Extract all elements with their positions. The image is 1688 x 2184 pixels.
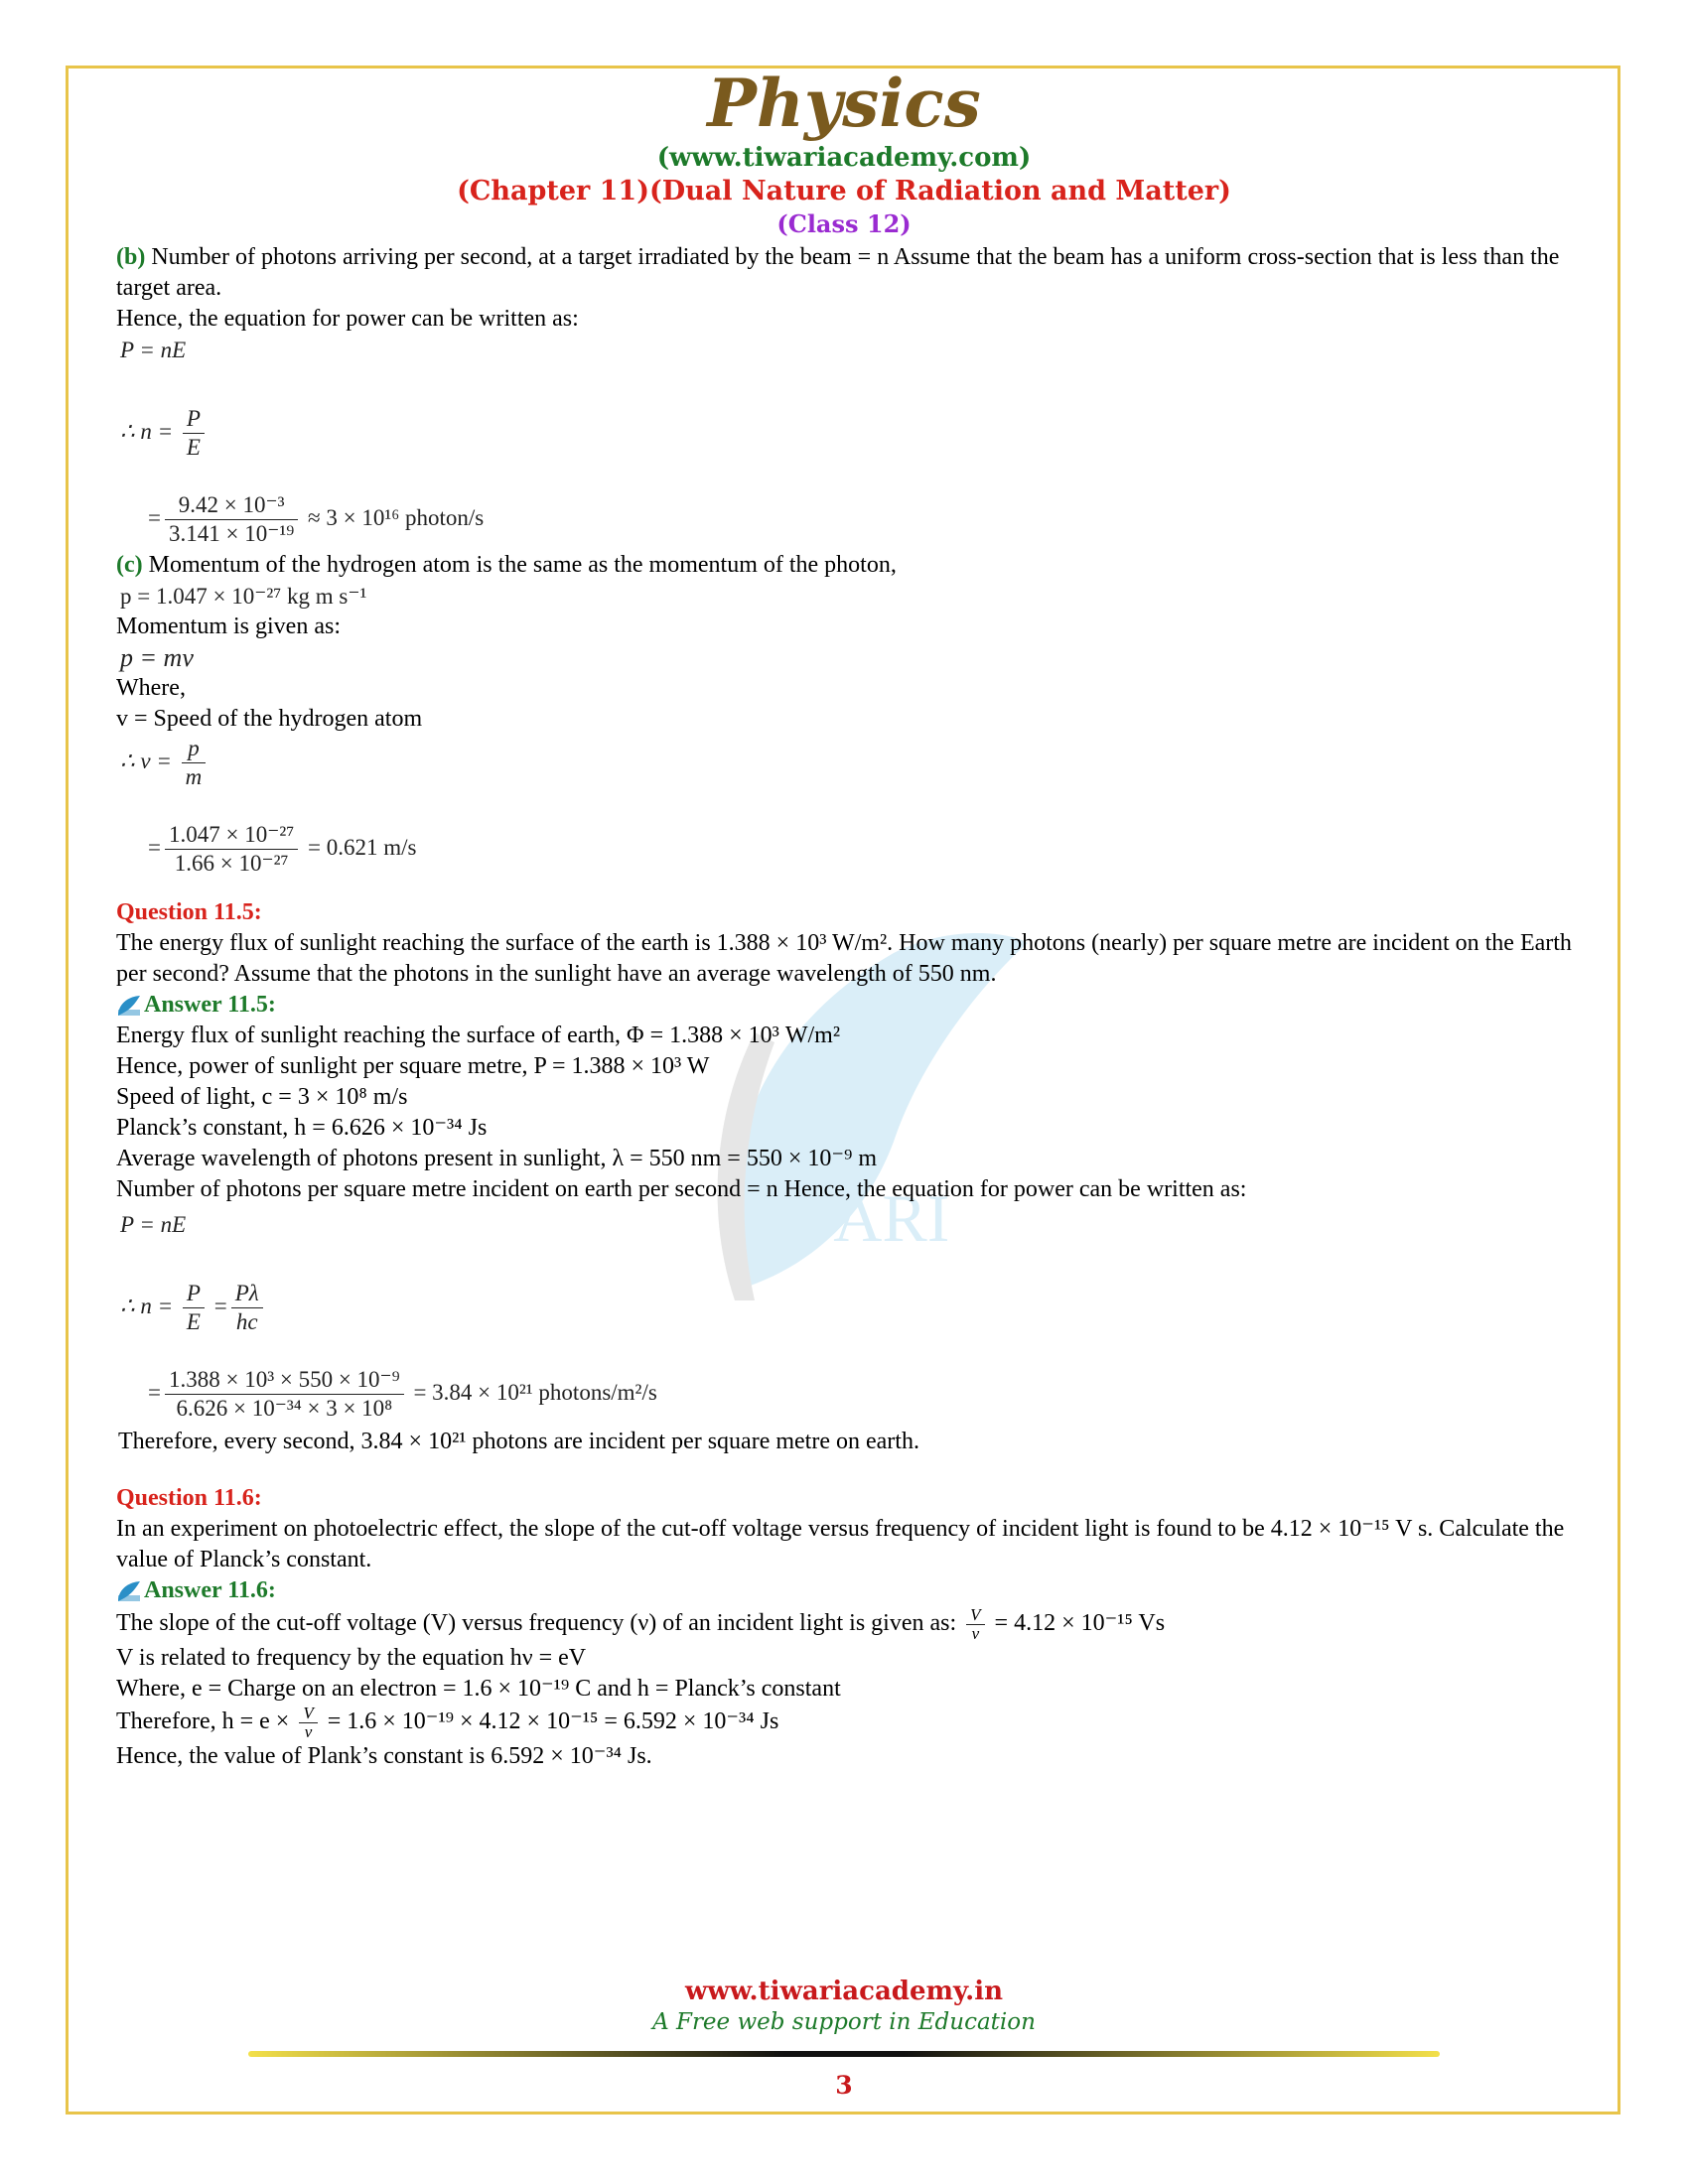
question-11-6-label: Question 11.6: <box>116 1485 262 1511</box>
page-footer <box>0 1976 1688 2100</box>
answer-11-5-label: Answer 11.5: <box>144 992 276 1018</box>
equation: ∴ n = $\frac{P}{E}$ <box>120 405 1596 462</box>
answer-line: Where, e = Charge on an electron = 1.6 × 10⁻¹⁹ C and h = Planck’s constant <box>116 1676 841 1702</box>
footer-tagline: A Free web support in Education <box>652 2009 1036 2035</box>
page-header <box>0 66 1688 240</box>
chapter-title: (Chapter 11)(Dual Nature of Radiation and Matter) <box>457 176 1231 206</box>
answer-line: Therefore, h = e × $\frac{V}{\nu}$ = 1.6 × 10⁻¹⁹ × 4.12 × 10⁻¹⁵ = 6.592 × 10⁻³⁴ Js <box>116 1704 779 1741</box>
watermark-text: IWARI <box>755 1180 950 1256</box>
answer-line: Average wavelength of photons present in sunlight, λ = 550 nm = 550 × 10⁻⁹ m <box>116 1146 878 1171</box>
footer-divider <box>248 2051 1440 2057</box>
equation: P = nE <box>120 338 187 362</box>
question-11-5-text: The energy flux of sunlight reaching the surface of the earth is 1.388 × 10³ W/m². How many photons (nearly) per square metre are incident on the Earth per second? Assume that the photons in the sunlight have an average wavelength of 550 nm. <box>116 930 1572 987</box>
part-b-paragraph: Number of photons arriving per second, at a target irradiated by the beam = n Assume that the beam has a uniform cross-section that is less than the target area. <box>116 244 1560 301</box>
answer-line: The slope of the cut-off voltage (V) versus frequency (ν) of an incident light is given as: $\frac{V}{\nu}$ = 4.12 × 10⁻¹⁵ Vs <box>116 1605 1166 1643</box>
tiwari-logo-icon <box>116 1579 142 1603</box>
equation: = $\frac{\text{1.047 × 10⁻²⁷}}{\text{1.66 × 10⁻²⁷}}$ = 0.621 m/s <box>148 822 417 876</box>
answer-line: Energy flux of sunlight reaching the surface of earth, Φ = 1.388 × 10³ W/m² <box>116 1023 841 1048</box>
equation: p = mv <box>120 643 194 672</box>
equation: ∴ v = $\frac{p}{m}$ <box>120 735 1596 791</box>
answer-11-6-heading <box>116 1575 1596 1606</box>
part-c-text2: Momentum is given as: <box>116 614 341 639</box>
part-c-text3: Where, <box>116 675 186 701</box>
part-b-text2: Hence, the equation for power can be written as: <box>116 306 579 332</box>
question-11-6-text: In an experiment on photoelectric effect, the slope of the cut-off voltage versus frequency of incident light is found to be 4.12 × 10⁻¹⁵ V s. Calculate the value of Planck’s constant. <box>116 1516 1565 1572</box>
answer-11-6-label: Answer 11.6: <box>144 1577 276 1603</box>
q5-conclusion: Therefore, every second, 3.84 × 10²¹ photons are incident per square metre on earth. <box>118 1429 919 1454</box>
answer-line: Number of photons per square metre incident on earth per second = n Hence, the equation for power can be written as: <box>116 1176 1247 1202</box>
part-c-text <box>116 550 1596 581</box>
part-c-paragraph: Momentum of the hydrogen atom is the same as the momentum of the photon, <box>148 552 897 578</box>
question-11-5-label: Question 11.5: <box>116 899 262 925</box>
equation: p = 1.047 × 10⁻²⁷ kg m s⁻¹ <box>120 584 367 609</box>
answer-line: Hence, the value of Plank’s constant is 6.592 × 10⁻³⁴ Js. <box>116 1743 652 1769</box>
answer-line: Hence, power of sunlight per square metre, P = 1.388 × 10³ W <box>116 1053 710 1079</box>
site-url: (www.tiwariacademy.com) <box>656 143 1032 173</box>
page-title: Physics <box>707 65 981 142</box>
tiwari-logo-icon <box>116 994 142 1018</box>
equation: P = nE <box>120 1212 187 1237</box>
part-c-text4: v = Speed of the hydrogen atom <box>116 706 423 732</box>
footer-url[interactable]: www.tiwariacademy.in <box>685 1977 1003 2006</box>
equation: ∴ n = $\frac{P}{E}$ = $\frac{P\lambda}{hc}$ <box>120 1280 1596 1336</box>
equation: = $\frac{\text{9.42 × 10⁻³}}{\text{3.141 × 10⁻¹⁹}}$ ≈ 3 × 10¹⁶ photon/s <box>148 492 485 546</box>
answer-line: Planck’s constant, h = 6.626 × 10⁻³⁴ Js <box>116 1115 488 1141</box>
class-label: (Class 12) <box>776 209 912 238</box>
equation: = $\frac{\text{1.388 × 10³ × 550 × 10⁻⁹}}{\text{6.626 × 10⁻³⁴ × 3 × 10⁸}}$ = 3.84 × 10²¹ photons/m²/s <box>148 1367 657 1421</box>
part-c-label: (c) <box>116 552 143 578</box>
main-content <box>116 242 1596 1772</box>
answer-line: V is related to frequency by the equation hν = eV <box>116 1645 587 1671</box>
part-b-label: (b) <box>116 244 146 270</box>
part-b-text <box>116 242 1596 304</box>
answer-line: Speed of light, c = 3 × 10⁸ m/s <box>116 1084 408 1110</box>
answer-11-5-heading <box>116 990 1596 1021</box>
page-number: 3 <box>835 2071 853 2100</box>
